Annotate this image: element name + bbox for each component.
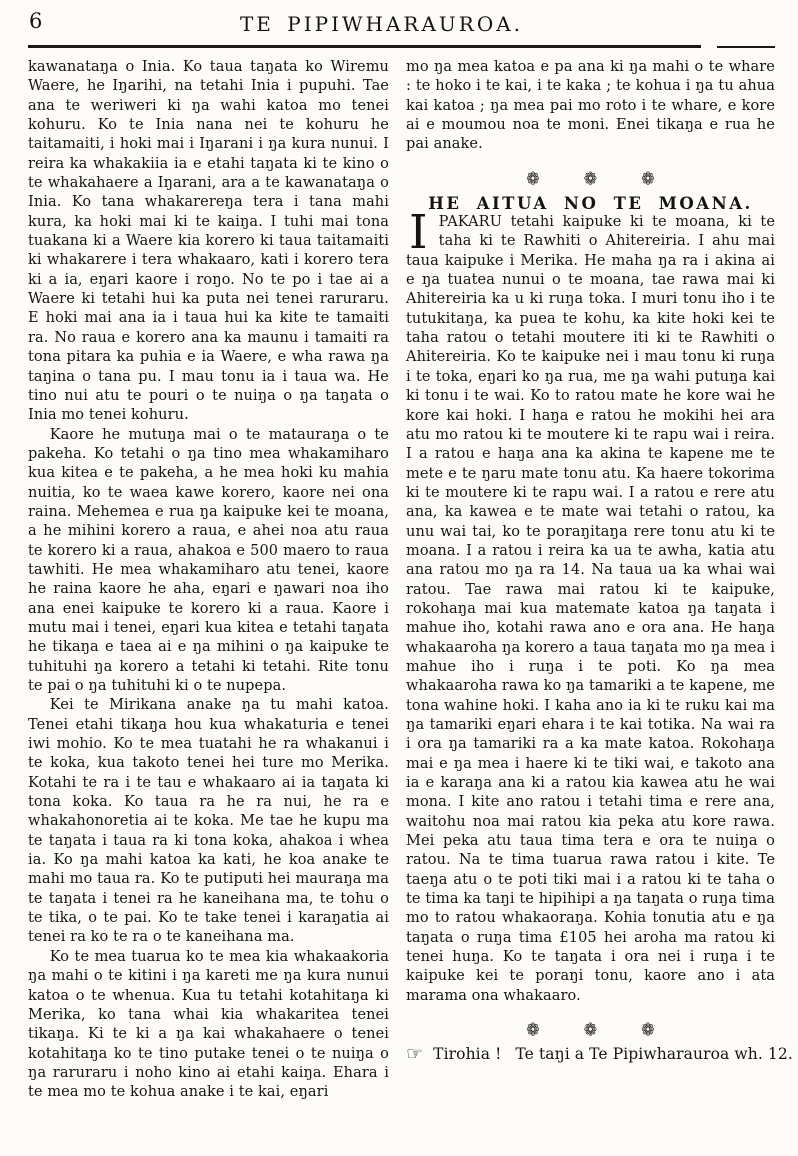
manicule-icon: ☞ <box>406 1043 424 1066</box>
right-column <box>406 58 793 1103</box>
page-header <box>28 8 775 45</box>
footer-note-text: Te taŋi a Te Pipiwharauroa wh. 12. <box>515 1045 793 1064</box>
paragraph: Kei te Mirikana anake ŋa tu mahi katoa. Tenei etahi tikaŋa hou kua whakaturia e tenei iwi mohio. Ko te mea tuatahi he ra whakanui i te koka, kua takoto tenei hei ture mo Merika. Kotahi te ra i te tau e whakaaro ai ia taŋata ki tona koka. Ko taua ra he ra nui, he ra e whakahonoretia ai te koka. Me tae he kupu ma te taŋata i taua ra ki tona koka, ahakoa i whea ia. Ko ŋa mahi katoa ka kati, he koa anake te mahi mo taua ra. Ko te putiputi hei mauraŋa ma te taŋata i tenei ra he kaneihana ma, te tohu o te tika, o te pai. Ko te take tenei i karaŋatia ai tenei ra ko te ra o te kaneihana ma. <box>28 697 389 946</box>
paragraph: Kaore he mutuŋa mai o te matauraŋa o te pakeha. Ko tetahi o ŋa tino mea whakamiharo kua kitea e te pakeha, a he mea hoki ku mahia nuitia, ko te waea kawe korero, kaore nei ona raina. Mehemea e rua ŋa kaipuke kei te moana, a he mihini korero a raua, e ahei noa atu raua te korero ki a raua, ahakoa e 500 maero to raua tawhiti. He mea whakamiharo atu tenei, kaore he raina kaore he aha, eŋari e ŋawari noa iho ana enei kaipuke te korero ki a raua. Kaore i mutu mai i tenei, eŋari kua kitea e tetahi taŋata he tikaŋa e taea ai e ŋa mihini o ŋa kaipuke te tuhituhi ŋa korero a tetahi ki tetahi. Rite tonu te pai o ŋa tuhituhi ki o te nupepa. <box>28 426 389 694</box>
drop-cap: I <box>409 205 428 261</box>
paragraph: mo ŋa mea katoa e pa ana ki ŋa mahi o te whare : te hoko i te kai, i te kaka ; te kohua i ŋa tu ahua kai katoa ; ŋa mea pai mo roto i te whare, e kore ai e moumou noa te moni. Enei tikaŋa e rua he pai anake. <box>406 59 775 153</box>
fleuron-icon: ❁ <box>641 167 655 189</box>
article-body <box>406 205 775 1006</box>
text-columns <box>28 58 793 1103</box>
fleuron-icon: ❁ <box>526 167 540 189</box>
paragraph: kawanataŋa o Inia. Ko taua taŋata ko Wiremu Waere, he Iŋarihi, na tetahi Inia i pupuhi. Tae ana te weriweri ki ŋa wahi katoa mo tenei kohuru. Ko te Inia nana nei te kohuru he taitamaiti, i hoki mai i Iŋarani i ŋa kura nunui. I reira ka whakakiia ia e etahi taŋata ki te kino o te whakahaere a Iŋarani, ara a te kawanataŋa o Inia. Ko tana whakarereŋa tera i tana mahi kura, ka hoki mai ki te kaiŋa. I tuhi mai tona tuakana ki a Waere kia korero ki taua taitamaiti ki whakarere i tera whakaaro, kati i korero tera ki a ia, eŋari kaore i roŋo. No te po i tae ai a Waere ki tetahi hui ka puta nei tenei raruraru. E hoki mai ana ia i taua hui ka kite te tamaiti ra. No raua e korero ana ka maunu i tamaiti ra tona pitara ka puhia e ia Waere, e wha rawa ŋa taŋina o tana pu. I mau tonu ia i taua wa. He tino nui atu te pouri o te nuiŋa o ŋa taŋata o Inia mo tenei kohuru. <box>28 59 389 424</box>
ornament-row-bottom <box>406 1021 775 1039</box>
fleuron-icon: ❁ <box>641 1019 655 1041</box>
footer-note-label: Tirohia ! <box>433 1045 502 1064</box>
fleuron-icon: ❁ <box>526 1019 540 1041</box>
left-column <box>28 58 389 1103</box>
page-number: 6 <box>29 9 43 33</box>
header-rule <box>28 45 775 49</box>
fleuron-icon: ❁ <box>583 167 598 189</box>
fleuron-icon: ❁ <box>583 1019 598 1041</box>
paragraph: Ko te mea tuarua ko te mea kia whakaakoria ŋa mahi o te kitini i ŋa kareti me ŋa kura nunui katoa o te whenua. Kua tu tetahi kotahitaŋa ki Merika, ko tana whai kia whakaritea tenei tikaŋa. Ki te ki a ŋa kai whakahaere o tenei kotahitaŋa ko te tino putake tenei o te nuiŋa o ŋa raruraru i noho kino ai etahi kaiŋa. Ehara i te mea mo te kohua anake i te kai, eŋari <box>28 948 389 1101</box>
footer-note <box>406 1043 793 1066</box>
ornament-row-top <box>406 167 775 189</box>
masthead-title: TE PIPIWHARAUROA. <box>239 12 524 36</box>
header-rule-main <box>28 45 701 48</box>
article-text: PAKARU tetahi kaipuke ki te moana, ki te taha ki te Rawhiti o Ahitereiria. I ahu mai taua kaipuke i Merika. He maha ŋa ra i akina ai e ŋa tuatea nunui o te moana, tae rawa mai ki Ahitereiria ka u ki ruŋa toka. I muri tonu iho i te tutukitaŋa, ka puea te kohu, ka kite hoki kei te taha ratou o tetahi moutere iti ki te Rawhiti o Ahitereiria. Ko te kaipuke nei i mau tonu ki ruŋa i te toka, eŋari ko ŋa rua, me ŋa wahi putuŋa kai ki tonu i te wai. Ko to ratou mate he kore wai he kore kai hoki. I haŋa e ratou he mokihi hei ara atu mo ratou ki te moutere ki te rapu wai i reira. I a ratou e haŋa ana ka akina te kapene me te mete e te ŋaru mate tonu atu. Ka haere tokorima ki te moutere ki te rapu wai. I a ratou e rere atu ana, ka kawea e te mate wai tetahi o ratou, ka unu wai tai, ko te poraŋitaŋa rere tonu atu ki te moana. I a ratou i reira ka ua te awha, katia atu ana ratou mo ŋa ra 14. Na taua ua ka whai wai ratou. Tae rawa mai ratou ki te kaipuke, rokohaŋa mai kua matemate katoa ŋa taŋata i mahue iho, kotahi rawa ano e ora ana. He haŋa whakaaroha ŋa korero a taua taŋata mo ŋa mea i mahue iho i ruŋa i te poti. Ko ŋa mea whakaaroha rawa ko ŋa tamariki a te kapene, me tona wahine hoki. I kaha ano ia ki te ruku kai ma ŋa tamariki eŋari ehara i te kai totika. Na wai ra i ora ŋa tamariki ra a ka mate katoa. Rokohaŋa mai e ŋa mea i haere ki te tiki wai, e takoto ana ia e karaŋa ana ki a ratou kia kawea atu he wai mona. I kite ano ratou i tetahi tima e rere ana, waitohu noa mai ratou kia peka atu kore rawa. Mei peka atu taua tima tera e ora te nuiŋa o ratou. Na te tima tuarua rawa ratou i kite. Te taeŋa atu o te poti tiki mai i a ratou ki te taha o te tima ka taŋi te hipihipi a ŋa taŋata o ruŋa tima mo to ratou whakaoraŋa. Kohia tonutia atu e ŋa taŋata o ruŋa tima £105 hei aroha ma ratou ki tenei huŋa. Ko te taŋata i ora nei i ruŋa i te kaipuke kei te poraŋi tonu, kaore ano i ata marama ona whakaaro. <box>406 214 775 1004</box>
article-heading: HE AITUA NO TE MOANA. <box>428 193 753 213</box>
header-rule-end <box>717 46 775 48</box>
